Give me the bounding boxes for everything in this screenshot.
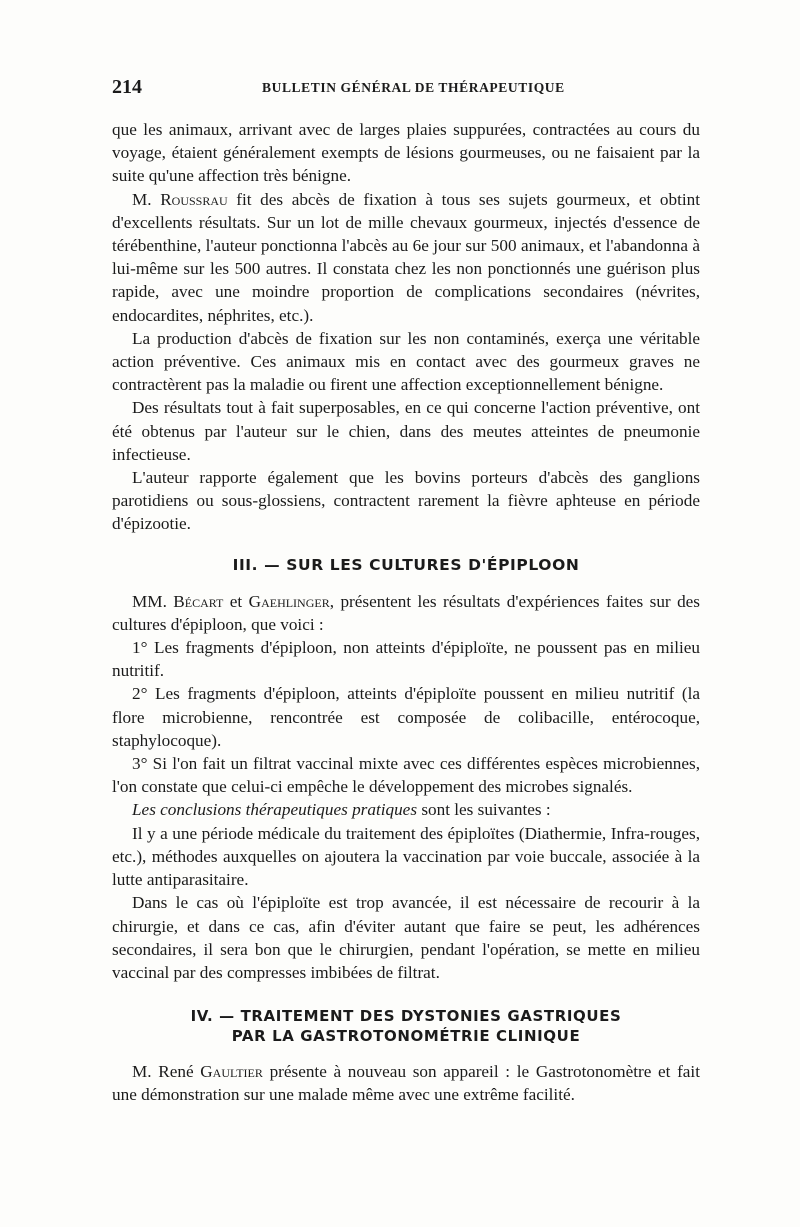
heading-line-1: IV. — TRAITEMENT DES DYSTONIES GASTRIQUES [190, 1007, 622, 1026]
paragraph-prefix: MM. [132, 591, 174, 611]
author-name: Bécart [173, 591, 224, 611]
journal-title: BULLETIN GÉNÉRAL DE THÉRAPEUTIQUE [262, 80, 565, 95]
conclusions-lead: Les conclusions thérapeutiques pratiques [132, 800, 418, 820]
list-item-2: 2° Les fragments d'épiploon, atteints d'épiploïte poussent en milieu nutritif (la flore microbienne, rencontrée est composée de colibacille, entérocoque, staphylocoque). [112, 684, 700, 750]
author-name: Gaultier [200, 1062, 263, 1082]
conclusions-rest: sont les suivantes : [417, 800, 551, 820]
running-header [112, 76, 700, 100]
article-body [112, 118, 700, 1107]
conjunction: et [223, 591, 249, 611]
paragraph-dog: Des résultats tout à fait superposables, en ce qui concerne l'action préventive, ont été obtenus par l'auteur sur le chien, dans des meutes atteintes de pneumonie infectieuse. [112, 398, 700, 464]
page-number: 214 [112, 76, 142, 98]
paragraph-surgery: Dans le cas où l'épiploïte est trop avancée, il est nécessaire de recourir à la chirurgie, et dans ce cas, afin d'éviter autant que faire se peut, les adhérences secondaires, il sera bon que le chirurgien, pendant l'opération, se mette en milieu vaccinal par des compresses imbibées de filtrat. [112, 893, 700, 982]
list-item-3: 3° Si l'on fait un filtrat vaccinal mixte avec ces différentes espèces microbiennes, l'on constate que celui-ci empêche le développement des microbes signalés. [112, 754, 700, 797]
section-heading-iii: III. — SUR LES CULTURES D'ÉPIPLOON [232, 555, 580, 574]
paragraph-text: fit des abcès de fixation à tous ses sujets gourmeux, et obtint d'excellents résultats. Sur un lot de mille chevaux gourmeux, injectés d'essence de térébenthine, l'auteur ponctionna l'abcès au 6e jour sur 500 animaux, et l'abandonna à lui-même sur les 500 autres. Il constata chez les non ponctionnés une guérison plus rapide, avec une moindre proportion de complications secondaires (névrites, endocardites, néphrites, etc.). [112, 189, 700, 325]
heading-line-2: PAR LA GASTROTONOMÉTRIE CLINIQUE [231, 1027, 581, 1046]
paragraph-medical-period: Il y a une période médicale du traitement des épiploïtes (Diathermie, Infra-rouges, etc.), méthodes auxquelles on ajoutera la vaccination par voie buccale, associée à la lutte antiparasitaire. [112, 823, 700, 890]
paragraph-bovins: L'auteur rapporte également que les bovins porteurs d'abcès des ganglions parotidiens ou sous-glossiens, contractent rarement la fièvre aphteuse en période d'épizootie. [112, 468, 700, 534]
paragraph-gaultier [112, 1060, 700, 1106]
section-heading-iv [112, 1006, 700, 1046]
paragraph-text: , présentent les résultats d'expériences faites sur des cultures d'épiploon, que voici : [112, 591, 700, 634]
paragraph-prefix: M. [132, 189, 161, 209]
paragraph-preventive: La production d'abcès de fixation sur les non contaminés, exerça une véritable action préventive. Ces animaux mis en contact avec des gourmeux graves ne contractèrent pas la maladie ou firent une affection exceptionnellement bénigne. [112, 328, 700, 395]
list-item-1: 1° Les fragments d'épiploon, non atteints d'épiploïte, ne poussent pas en milieu nutritif. [112, 638, 700, 681]
paragraph-becart [112, 590, 700, 636]
author-name: Gaehlinger [248, 591, 330, 611]
paragraph-conclusions [112, 798, 700, 821]
paragraph-roussrau [112, 188, 700, 327]
paragraph-prefix: M. René [132, 1062, 201, 1082]
paragraph-text: présente à nouveau son appareil : le Gastrotonomètre et fait une démonstration sur une malade même avec une extrême facilité. [112, 1062, 700, 1105]
paragraph-animals: que les animaux, arrivant avec de larges plaies suppurées, contractées au cours du voyage, étaient généralement exempts de lésions gourmeuses, ou ne faisaient par la suite qu'une affection très bénigne. [112, 120, 700, 186]
author-name: Roussrau [160, 189, 228, 209]
